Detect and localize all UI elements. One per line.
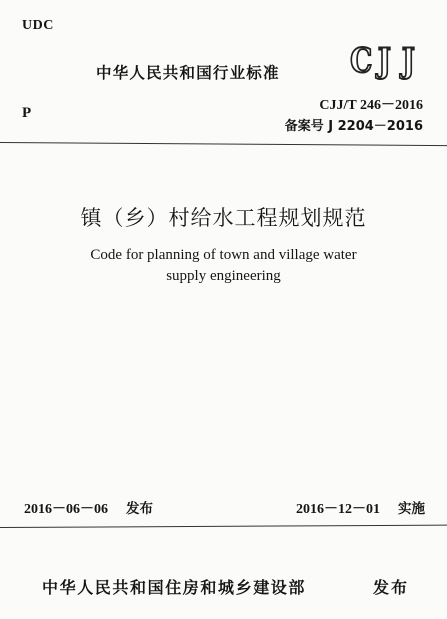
issue-date: 2016－06－06 [24, 502, 108, 517]
implementation-label: 实施 [398, 501, 425, 517]
logo-letter: J [377, 41, 390, 81]
bottom-divider [0, 525, 447, 528]
english-title-line-2: supply engineering [166, 268, 281, 284]
udc-label: UDC [22, 18, 54, 33]
issue-date-block [24, 497, 153, 518]
implementation-date-block [296, 497, 425, 518]
chinese-title: 镇（乡）村给水工程规划规范 [80, 206, 367, 230]
logo-letter: C [350, 41, 371, 81]
record-number: 备案号 J 2204－2016 [284, 119, 423, 134]
standard-number: CJJ/T 246－2016 [319, 98, 423, 113]
issue-label: 发布 [126, 501, 153, 517]
industry-standard-heading: 中华人民共和国行业标准 [96, 64, 280, 82]
logo-letter: J [401, 41, 414, 81]
issuer-action: 发布 [372, 578, 409, 597]
english-title [0, 245, 447, 287]
implementation-date: 2016－12－01 [296, 502, 380, 517]
category-letter: P [22, 105, 32, 121]
cjj-logo [348, 41, 420, 81]
english-title-line-1: Code for planning of town and village water [90, 247, 357, 263]
issuing-authority: 中华人民共和国住房和城乡建设部 [42, 578, 307, 597]
top-divider [0, 142, 447, 146]
